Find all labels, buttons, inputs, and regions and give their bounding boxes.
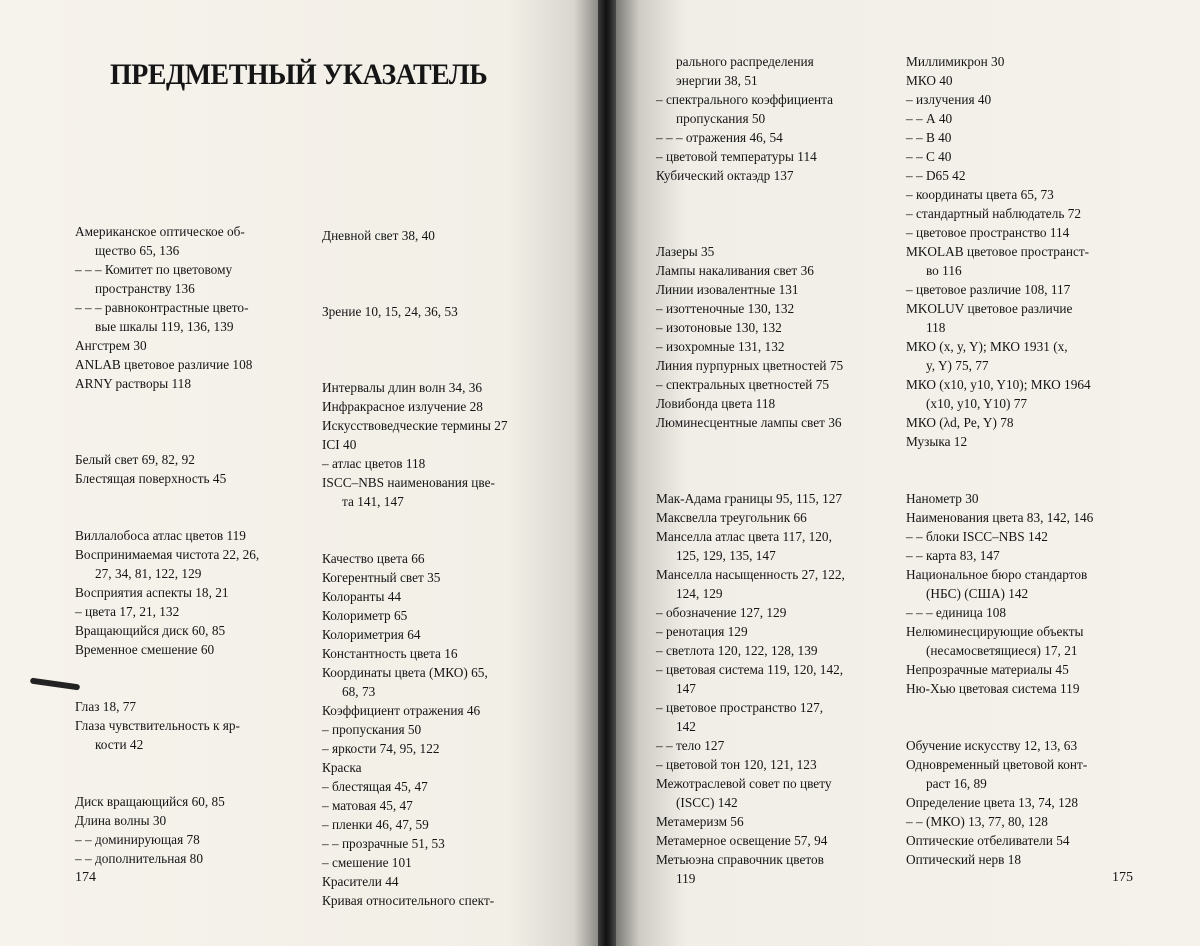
index-entry: Константность цвета 16 [322, 646, 458, 661]
index-entry: Глаз 18, 77 [75, 699, 137, 714]
index-entry: – цветовой тон 120, 121, 123 [656, 757, 817, 772]
book-gutter [598, 0, 616, 946]
index-entry: Нанометр 30 [906, 491, 979, 506]
index-entry: – светлота 120, 122, 128, 139 [656, 643, 818, 658]
index-entry: – – – единица 108 [906, 605, 1007, 620]
index-entry: – – В 40 [906, 130, 952, 145]
index-entry: пропускания 50 [676, 111, 766, 126]
index-entry: Дневной свет 38, 40 [322, 228, 435, 243]
index-column-1 [75, 222, 303, 868]
index-entry: – смешение 101 [322, 855, 412, 870]
index-entry: – изохромные 131, 132 [656, 339, 785, 354]
index-entry: – – А 40 [906, 111, 953, 126]
index-entry: – цветовое пространство 114 [906, 225, 1070, 240]
index-entry: Колоранты 44 [322, 589, 401, 604]
index-entry: MKOLUV цветовое различие [906, 301, 1073, 316]
index-entry: Межотраслевой совет по цвету [656, 776, 832, 791]
index-entry: Колориметрия 64 [322, 627, 421, 642]
index-entry: Глаза чувствительность к яр- [75, 718, 240, 733]
index-entry: Одновременный цветовой конт- [906, 757, 1088, 772]
index-entry: Воспринимаемая чистота 22, 26, [75, 547, 260, 562]
index-entry: – изоттеночные 130, 132 [656, 301, 795, 316]
index-entry: пространству 136 [95, 281, 195, 296]
index-entry: Линии изовалентные 131 [656, 282, 799, 297]
index-entry: Нелюминесцирующие объекты [906, 624, 1084, 639]
index-entry: Коэффициент отражения 46 [322, 703, 481, 718]
index-entry: Обучение искусству 12, 13, 63 [906, 738, 1078, 753]
index-entry: ICI 40 [322, 437, 357, 452]
index-entry: Манселла атлас цвета 117, 120, [656, 529, 832, 544]
index-entry: – – (МКО) 13, 77, 80, 128 [906, 814, 1048, 829]
index-entry: Линия пурпурных цветностей 75 [656, 358, 844, 373]
index-entry: – ренотация 129 [656, 624, 748, 639]
index-entry: – – – равноконтрастные цвето- [75, 300, 249, 315]
index-entry: Миллимикрон 30 [906, 54, 1005, 69]
index-entry: та 141, 147 [342, 494, 404, 509]
index-entry: Люминесцентные лампы свет 36 [656, 415, 842, 430]
index-entry: Наименования цвета 83, 142, 146 [906, 510, 1094, 525]
index-entry: – цветовое различие 108, 117 [906, 282, 1071, 297]
index-entry: – спектрального коэффициента [656, 92, 833, 107]
index-entry: Лазеры 35 [656, 244, 715, 259]
index-entry: Координаты цвета (МКО) 65, [322, 665, 488, 680]
index-entry: – – блоки ISCC–NBS 142 [906, 529, 1048, 544]
index-entry: Искусствоведческие термины 27 [322, 418, 508, 433]
index-entry: – – прозрачные 51, 53 [322, 836, 445, 851]
index-entry: 68, 73 [342, 684, 376, 699]
index-entry: Американское оптическое об- [75, 224, 245, 239]
index-entry: ISCC–NBS наименования цве- [322, 475, 495, 490]
index-entry: – матовая 45, 47 [322, 798, 413, 813]
index-entry: ANLAB цветовое различие 108 [75, 357, 253, 372]
index-entry: Колориметр 65 [322, 608, 408, 623]
index-entry: Виллалобоса атлас цветов 119 [75, 528, 246, 543]
index-entry: – обозначение 127, 129 [656, 605, 787, 620]
index-entry: Ню-Хью цветовая система 119 [906, 681, 1080, 696]
index-entry: MKOLAB цветовое пространст- [906, 244, 1090, 259]
index-entry: Национальное бюро стандартов [906, 567, 1088, 582]
index-entry: энергии 38, 51 [676, 73, 758, 88]
index-entry: – блестящая 45, 47 [322, 779, 428, 794]
index-entry: Оптические отбеливатели 54 [906, 833, 1070, 848]
index-entry: МКО (x10, y10, Y10); МКО 1964 [906, 377, 1091, 392]
index-column-4 [906, 52, 1156, 869]
index-entry: Зрение 10, 15, 24, 36, 53 [322, 304, 458, 319]
index-entry: Интервалы длин волн 34, 36 [322, 380, 483, 395]
index-entry: Музыка 12 [906, 434, 968, 449]
index-entry: Оптический нерв 18 [906, 852, 1022, 867]
index-entry: (НБС) (США) 142 [926, 586, 1029, 601]
index-column-2 [322, 226, 554, 910]
index-entry: Восприятия аспекты 18, 21 [75, 585, 229, 600]
index-entry: (x10, y10, Y10) 77 [926, 396, 1028, 411]
index-entry: Вращающийся диск 60, 85 [75, 623, 226, 638]
index-entry: – яркости 74, 95, 122 [322, 741, 440, 756]
index-entry: Манселла насыщенность 27, 122, [656, 567, 845, 582]
left-page [0, 0, 598, 946]
index-entry: – – доминирующая 78 [75, 832, 200, 847]
index-entry: y, Y) 75, 77 [926, 358, 989, 373]
index-entry: – координаты цвета 65, 73 [906, 187, 1054, 202]
index-entry: 142 [676, 719, 696, 734]
right-page [616, 0, 1200, 946]
index-entry: Ангстрем 30 [75, 338, 147, 353]
index-entry: Ловибонда цвета 118 [656, 396, 776, 411]
index-entry: – цветовой температуры 114 [656, 149, 817, 164]
index-entry: 147 [676, 681, 696, 696]
index-entry: – – карта 83, 147 [906, 548, 1000, 563]
index-entry: МКО 40 [906, 73, 953, 88]
index-entry: МКО (λd, Pe, Y) 78 [906, 415, 1014, 430]
index-entry: раст 16, 89 [926, 776, 987, 791]
index-entry: 119 [676, 871, 696, 886]
index-entry: Длина волны 30 [75, 813, 167, 828]
index-entry: щество 65, 136 [95, 243, 180, 258]
index-entry: рального распределения [676, 54, 814, 69]
index-entry: (несамосветящиеся) 17, 21 [926, 643, 1078, 658]
index-entry: – – – Комитет по цветовому [75, 262, 233, 277]
index-entry: – пропускания 50 [322, 722, 422, 737]
index-entry: – изотоновые 130, 132 [656, 320, 782, 335]
index-entry: Временное смешение 60 [75, 642, 215, 657]
index-entry: Инфракрасное излучение 28 [322, 399, 483, 414]
index-entry: – спектральных цветностей 75 [656, 377, 830, 392]
index-entry: – атлас цветов 118 [322, 456, 426, 471]
index-entry: Диск вращающийся 60, 85 [75, 794, 225, 809]
index-entry: Непрозрачные материалы 45 [906, 662, 1069, 677]
index-entry: – – дополнительная 80 [75, 851, 203, 866]
index-entry: 124, 129 [676, 586, 723, 601]
index-entry: – цвета 17, 21, 132 [75, 604, 180, 619]
index-entry: Красители 44 [322, 874, 399, 889]
index-entry: – цветовое пространство 127, [656, 700, 824, 715]
index-entry: – – тело 127 [656, 738, 725, 753]
index-entry: вые шкалы 119, 136, 139 [95, 319, 234, 334]
index-entry: 118 [926, 320, 946, 335]
index-entry: – стандартный наблюдатель 72 [906, 206, 1082, 221]
index-entry: во 116 [926, 263, 962, 278]
index-entry: Метьюэна справочник цветов [656, 852, 824, 867]
page-title: ПРЕДМЕТНЫЙ УКАЗАТЕЛЬ [110, 58, 488, 91]
index-entry: – пленки 46, 47, 59 [322, 817, 429, 832]
index-entry: (ISCC) 142 [676, 795, 738, 810]
index-entry: – – D65 42 [906, 168, 966, 183]
index-entry: Мак-Адама границы 95, 115, 127 [656, 491, 843, 506]
index-entry: – излучения 40 [906, 92, 992, 107]
index-entry: Кубический октаэдр 137 [656, 168, 794, 183]
index-entry: Кривая относительного спект- [322, 893, 495, 908]
index-entry: Краска [322, 760, 362, 775]
index-entry: – – С 40 [906, 149, 952, 164]
index-entry: Когерентный свет 35 [322, 570, 441, 585]
index-entry: Лампы накаливания свет 36 [656, 263, 814, 278]
index-entry: Определение цвета 13, 74, 128 [906, 795, 1079, 810]
index-entry: – цветовая система 119, 120, 142, [656, 662, 844, 677]
index-column-3 [656, 52, 896, 888]
index-entry: кости 42 [95, 737, 144, 752]
page-number: 175 [1112, 870, 1133, 885]
index-entry: – – – отражения 46, 54 [656, 130, 783, 145]
index-entry: ARNY растворы 118 [75, 376, 191, 391]
index-entry: Белый свет 69, 82, 92 [75, 452, 195, 467]
index-entry: Блестящая поверхность 45 [75, 471, 227, 486]
index-entry: 27, 34, 81, 122, 129 [95, 566, 202, 581]
page-number: 174 [75, 870, 96, 885]
index-entry: МКО (x, y, Y); МКО 1931 (x, [906, 339, 1068, 354]
index-entry: Метамеризм 56 [656, 814, 744, 829]
index-entry: Максвелла треугольник 66 [656, 510, 807, 525]
index-entry: Метамерное освещение 57, 94 [656, 833, 828, 848]
index-entry: 125, 129, 135, 147 [676, 548, 776, 563]
index-entry: Качество цвета 66 [322, 551, 425, 566]
pen-mark [30, 678, 80, 691]
